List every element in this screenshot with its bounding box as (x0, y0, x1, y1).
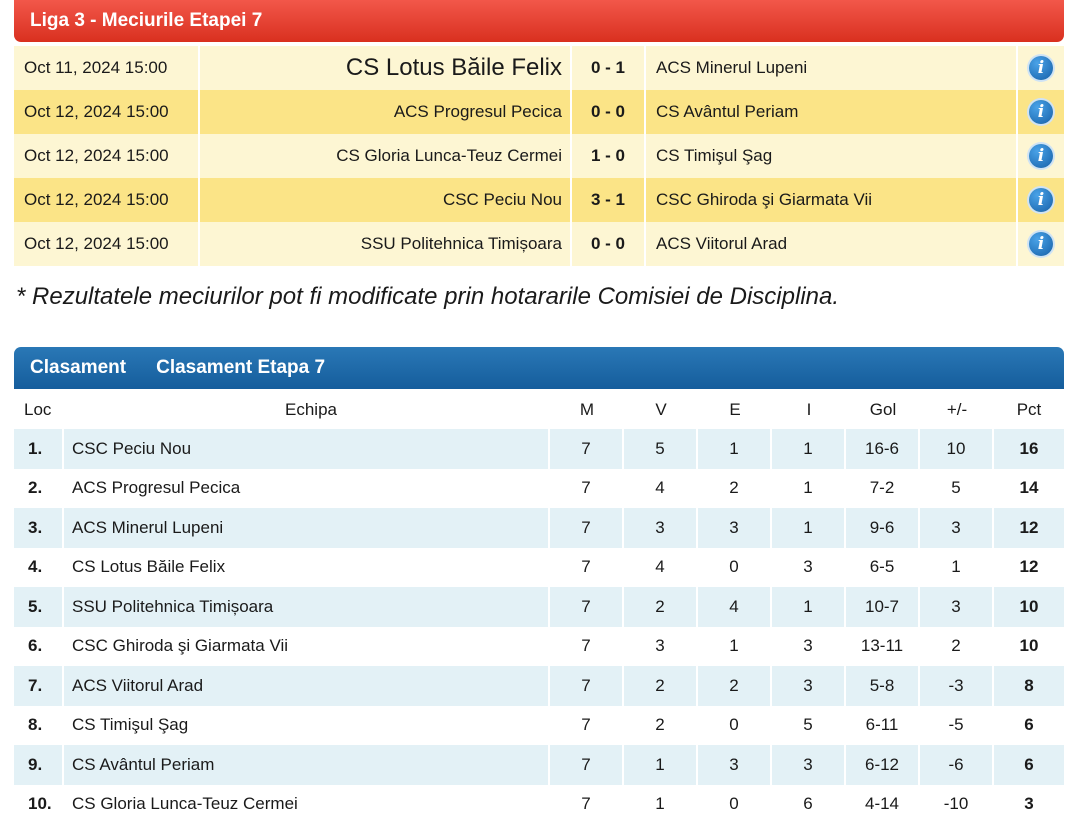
standing-gol: 6-5 (846, 548, 920, 588)
standing-team[interactable]: CS Lotus Băile Felix (64, 548, 550, 588)
match-home-team[interactable]: CS Lotus Băile Felix (200, 46, 572, 90)
standing-diff: 10 (920, 429, 994, 469)
standing-i: 3 (772, 627, 846, 667)
col-loc: Loc (14, 391, 64, 429)
standing-i: 1 (772, 587, 846, 627)
standing-m: 7 (550, 429, 624, 469)
standing-loc: 6. (14, 627, 64, 667)
standing-i: 3 (772, 666, 846, 706)
standing-gol: 5-8 (846, 666, 920, 706)
match-score: 0 - 1 (572, 46, 646, 90)
standing-e: 0 (698, 548, 772, 588)
standing-v: 3 (624, 627, 698, 667)
standing-v: 4 (624, 469, 698, 509)
standings-header-row (14, 391, 1064, 429)
standings-row (14, 785, 1064, 824)
standing-diff: -5 (920, 706, 994, 746)
standing-team[interactable]: SSU Politehnica Timișoara (64, 587, 550, 627)
match-home-team[interactable]: CS Gloria Lunca-Teuz Cermei (200, 134, 572, 178)
standing-gol: 6-12 (846, 745, 920, 785)
standing-gol: 13-11 (846, 627, 920, 667)
standing-gol: 9-6 (846, 508, 920, 548)
standing-diff: -3 (920, 666, 994, 706)
col-v: V (624, 391, 698, 429)
standing-gol: 16-6 (846, 429, 920, 469)
match-home-team[interactable]: CSC Peciu Nou (200, 178, 572, 222)
standing-i: 3 (772, 548, 846, 588)
matches-table (14, 46, 1064, 266)
match-date: Oct 12, 2024 15:00 (14, 178, 200, 222)
info-icon[interactable]: i (1029, 188, 1053, 212)
standings-row (14, 666, 1064, 706)
standing-loc: 1. (14, 429, 64, 469)
standing-pct: 10 (994, 587, 1064, 627)
standing-diff: 3 (920, 587, 994, 627)
col-gol: Gol (846, 391, 920, 429)
standing-e: 0 (698, 706, 772, 746)
col-m: M (550, 391, 624, 429)
disclaimer-text: * Rezultatele meciurilor pot fi modificate prin hotararile Comisiei de Disciplina. (16, 283, 839, 311)
tab-clasament[interactable]: Clasament (30, 347, 126, 389)
col-team: Echipa (64, 391, 550, 429)
match-away-team[interactable]: ACS Minerul Lupeni (646, 46, 1018, 90)
standing-i: 1 (772, 508, 846, 548)
standings-panel-header (14, 347, 1064, 389)
standing-gol: 4-14 (846, 785, 920, 824)
standing-v: 5 (624, 429, 698, 469)
standing-pct: 12 (994, 508, 1064, 548)
standing-team[interactable]: CS Timişul Şag (64, 706, 550, 746)
standing-e: 0 (698, 785, 772, 824)
match-date: Oct 12, 2024 15:00 (14, 134, 200, 178)
standings-row (14, 745, 1064, 785)
match-row (14, 134, 1064, 178)
col-diff: +/- (920, 391, 994, 429)
standing-m: 7 (550, 627, 624, 667)
standing-v: 3 (624, 508, 698, 548)
standing-e: 4 (698, 587, 772, 627)
standing-loc: 10. (14, 785, 64, 824)
info-icon[interactable]: i (1029, 144, 1053, 168)
standing-m: 7 (550, 706, 624, 746)
standing-diff: 2 (920, 627, 994, 667)
standing-team[interactable]: CS Gloria Lunca-Teuz Cermei (64, 785, 550, 824)
standings-row (14, 706, 1064, 746)
match-away-team[interactable]: CSC Ghiroda şi Giarmata Vii (646, 178, 1018, 222)
match-away-team[interactable]: CS Avântul Periam (646, 90, 1018, 134)
standing-m: 7 (550, 587, 624, 627)
standing-v: 4 (624, 548, 698, 588)
standing-pct: 6 (994, 745, 1064, 785)
standing-m: 7 (550, 548, 624, 588)
match-date: Oct 11, 2024 15:00 (14, 46, 200, 90)
standing-v: 1 (624, 745, 698, 785)
match-away-team[interactable]: ACS Viitorul Arad (646, 222, 1018, 266)
standing-loc: 9. (14, 745, 64, 785)
standing-diff: 1 (920, 548, 994, 588)
standing-m: 7 (550, 745, 624, 785)
standing-e: 2 (698, 469, 772, 509)
standing-e: 3 (698, 508, 772, 548)
match-date: Oct 12, 2024 15:00 (14, 90, 200, 134)
standing-diff: -10 (920, 785, 994, 824)
standing-v: 2 (624, 706, 698, 746)
match-score: 1 - 0 (572, 134, 646, 178)
standing-loc: 3. (14, 508, 64, 548)
standing-loc: 7. (14, 666, 64, 706)
standing-i: 5 (772, 706, 846, 746)
info-icon[interactable]: i (1029, 56, 1053, 80)
standing-i: 1 (772, 469, 846, 509)
match-away-team[interactable]: CS Timişul Şag (646, 134, 1018, 178)
standing-diff: 3 (920, 508, 994, 548)
standing-team[interactable]: ACS Progresul Pecica (64, 469, 550, 509)
standing-i: 3 (772, 745, 846, 785)
matches-panel-title: Liga 3 - Meciurile Etapei 7 (14, 0, 1064, 42)
standings-table (14, 391, 1064, 824)
standing-gol: 10-7 (846, 587, 920, 627)
match-row (14, 90, 1064, 134)
match-row (14, 222, 1064, 266)
standing-m: 7 (550, 785, 624, 824)
standing-team[interactable]: CSC Peciu Nou (64, 429, 550, 469)
standing-pct: 10 (994, 627, 1064, 667)
match-score: 0 - 0 (572, 90, 646, 134)
standing-v: 1 (624, 785, 698, 824)
standing-e: 1 (698, 627, 772, 667)
standing-i: 1 (772, 429, 846, 469)
standings-row (14, 508, 1064, 548)
col-pct: Pct (994, 391, 1064, 429)
standing-loc: 8. (14, 706, 64, 746)
standing-m: 7 (550, 469, 624, 509)
col-i: I (772, 391, 846, 429)
standing-pct: 8 (994, 666, 1064, 706)
standings-row (14, 587, 1064, 627)
match-score: 0 - 0 (572, 222, 646, 266)
standing-pct: 3 (994, 785, 1064, 824)
standing-m: 7 (550, 508, 624, 548)
standing-m: 7 (550, 666, 624, 706)
standing-e: 2 (698, 666, 772, 706)
standing-e: 3 (698, 745, 772, 785)
standing-pct: 12 (994, 548, 1064, 588)
standing-gol: 7-2 (846, 469, 920, 509)
standing-v: 2 (624, 666, 698, 706)
standing-loc: 2. (14, 469, 64, 509)
standing-v: 2 (624, 587, 698, 627)
standings-row (14, 548, 1064, 588)
match-row (14, 46, 1064, 90)
standing-loc: 4. (14, 548, 64, 588)
standing-pct: 16 (994, 429, 1064, 469)
standing-diff: 5 (920, 469, 994, 509)
standing-gol: 6-11 (846, 706, 920, 746)
standings-row (14, 627, 1064, 667)
match-home-team[interactable]: ACS Progresul Pecica (200, 90, 572, 134)
tab-clasament-etapa[interactable]: Clasament Etapa 7 (156, 347, 325, 389)
col-e: E (698, 391, 772, 429)
match-home-team[interactable]: SSU Politehnica Timișoara (200, 222, 572, 266)
standing-team[interactable]: ACS Minerul Lupeni (64, 508, 550, 548)
info-icon[interactable]: i (1029, 232, 1053, 256)
info-icon[interactable]: i (1029, 100, 1053, 124)
standing-team[interactable]: ACS Viitorul Arad (64, 666, 550, 706)
standing-team[interactable]: CSC Ghiroda şi Giarmata Vii (64, 627, 550, 667)
standings-row (14, 469, 1064, 509)
standing-i: 6 (772, 785, 846, 824)
match-date: Oct 12, 2024 15:00 (14, 222, 200, 266)
standing-diff: -6 (920, 745, 994, 785)
standings-row (14, 429, 1064, 469)
standing-pct: 6 (994, 706, 1064, 746)
standing-pct: 14 (994, 469, 1064, 509)
standing-team[interactable]: CS Avântul Periam (64, 745, 550, 785)
standing-e: 1 (698, 429, 772, 469)
match-score: 3 - 1 (572, 178, 646, 222)
standing-loc: 5. (14, 587, 64, 627)
match-row (14, 178, 1064, 222)
